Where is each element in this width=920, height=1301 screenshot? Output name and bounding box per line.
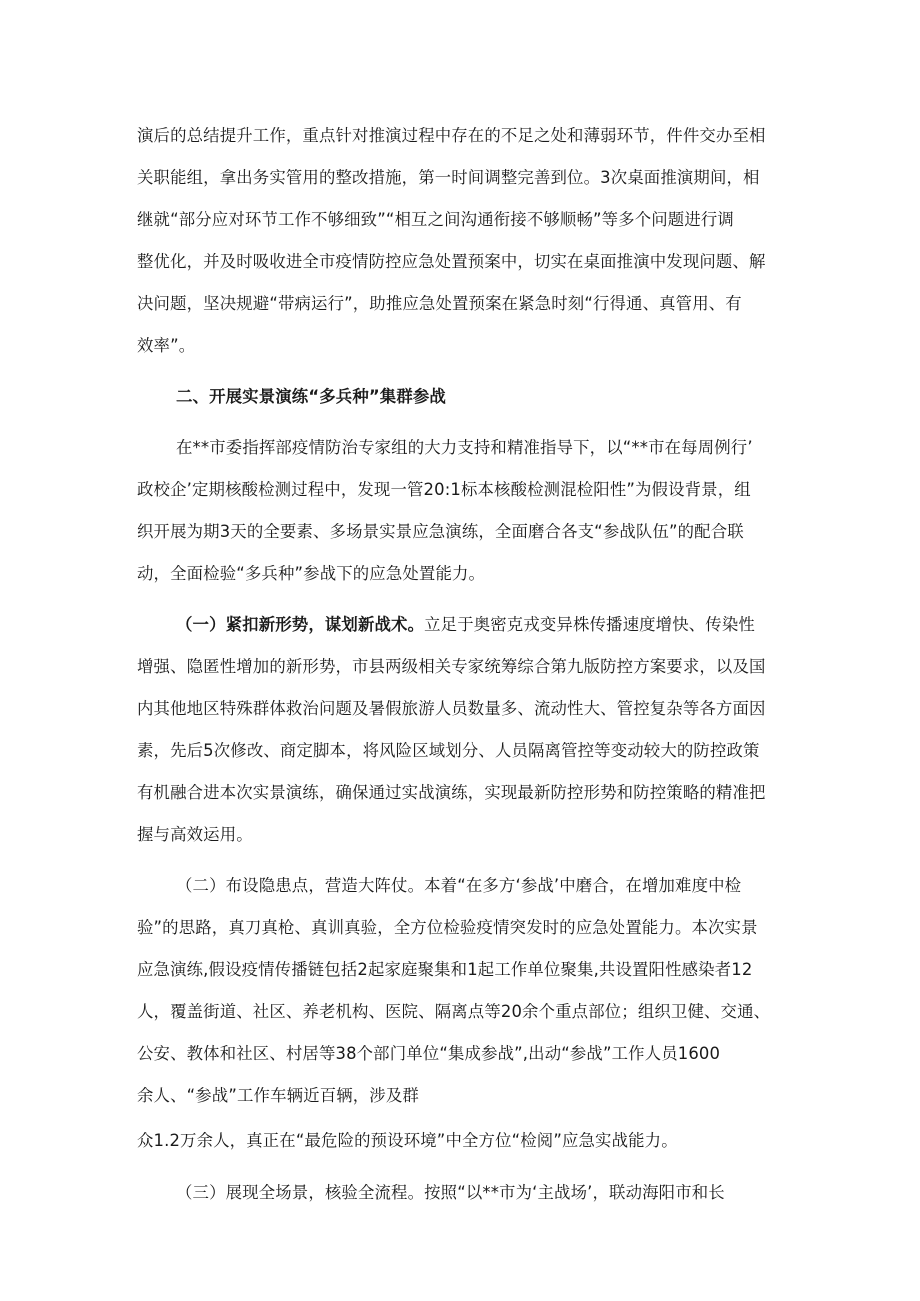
- paragraph-line: 政校企’定期核酸检测过程中，发现一管20:1标本核酸检测混检阳性”为假设背景，组: [137, 480, 751, 499]
- paragraph-line: 继就“部分应对环节工作不够细致”“相互之间沟通衔接不够顺畅”等多个问题进行调: [137, 210, 734, 229]
- paragraph-line: 应急演练,假设疫情传播链包括2起家庭聚集和1起工作单位聚集,共设置阳性感染者12: [137, 960, 753, 979]
- paragraph-line: 公安、教体和社区、村居等38个部门单位“集成参战”,出动“参战”工作人员1600: [137, 1044, 721, 1063]
- subsection-line: [176, 614, 755, 636]
- paragraph-line: 效率”。: [137, 336, 196, 355]
- paragraph-line: 众1.2万余人，真正在“最危险的预设环境”中全方位“检阅”应急实战能力。: [137, 1131, 678, 1150]
- subsection-heading: （一）紧扣新形势，谋划新战术。: [176, 615, 425, 634]
- paragraph-line: （二）布设隐患点，营造大阵仗。本着“在多方‘参战’中磨合，在增加难度中检: [176, 876, 742, 895]
- subsection-text: 立足于奥密克戎变异株传播速度增快、传染性: [424, 615, 755, 634]
- paragraph-line: 人，覆盖街道、社区、养老机构、医院、隔离点等20余个重点部位；组织卫健、交通、: [137, 1002, 771, 1021]
- paragraph-line: 验”的思路，真刀真枪、真训真验，全方位检验疫情突发时的应急处置能力。本次实景: [137, 918, 758, 937]
- paragraph-line: 内其他地区特殊群体救治问题及暑假旅游人员数量多、流动性大、管控复杂等各方面因: [137, 699, 766, 718]
- paragraph-line: 织开展为期3天的全要素、多场景实景应急演练，全面磨合各支“参战队伍”的配合联: [137, 522, 744, 541]
- paragraph-line: 素，先后5次修改、商定脚本，将风险区域划分、人员隔离管控等变动较大的防控政策: [137, 741, 760, 760]
- paragraph-line: 握与高效运用。: [137, 825, 253, 844]
- paragraph-line: 增强、隐匿性增加的新形势，市县两级相关专家统筹综合第九版防控方案要求，以及国: [137, 657, 766, 676]
- paragraph-line: 动，全面检验“多兵种”参战下的应急处置能力。: [137, 564, 486, 583]
- section-heading: 二、开展实景演练“多兵种”集群参战: [176, 387, 446, 406]
- paragraph-line: 在**市委指挥部疫情防治专家组的大力支持和精准指导下，以“**市在每周例行’: [176, 438, 753, 457]
- paragraph-line: 演后的总结提升工作，重点针对推演过程中存在的不足之处和薄弱环节，件件交办至相: [137, 126, 766, 145]
- paragraph-line: 余人、“参战”工作车辆近百辆，涉及群: [137, 1086, 419, 1105]
- paragraph-line: （三）展现全场景，核验全流程。按照“以**市为‘主战场’，联动海阳市和长: [176, 1183, 725, 1202]
- paragraph-line: 决问题，坚决规避“带病运行”，助推应急处置预案在紧急时刻“行得通、真管用、有: [137, 294, 742, 313]
- paragraph-line: 有机融合进本次实景演练，确保通过实战演练，实现最新防控形势和防控策略的精准把: [137, 783, 766, 802]
- paragraph-line: 关职能组，拿出务实管用的整改措施，第一时间调整完善到位。3次桌面推演期间，相: [137, 168, 760, 187]
- paragraph-line: 整优化，并及时吸收进全市疫情防控应急处置预案中，切实在桌面推演中发现问题、解: [137, 252, 766, 271]
